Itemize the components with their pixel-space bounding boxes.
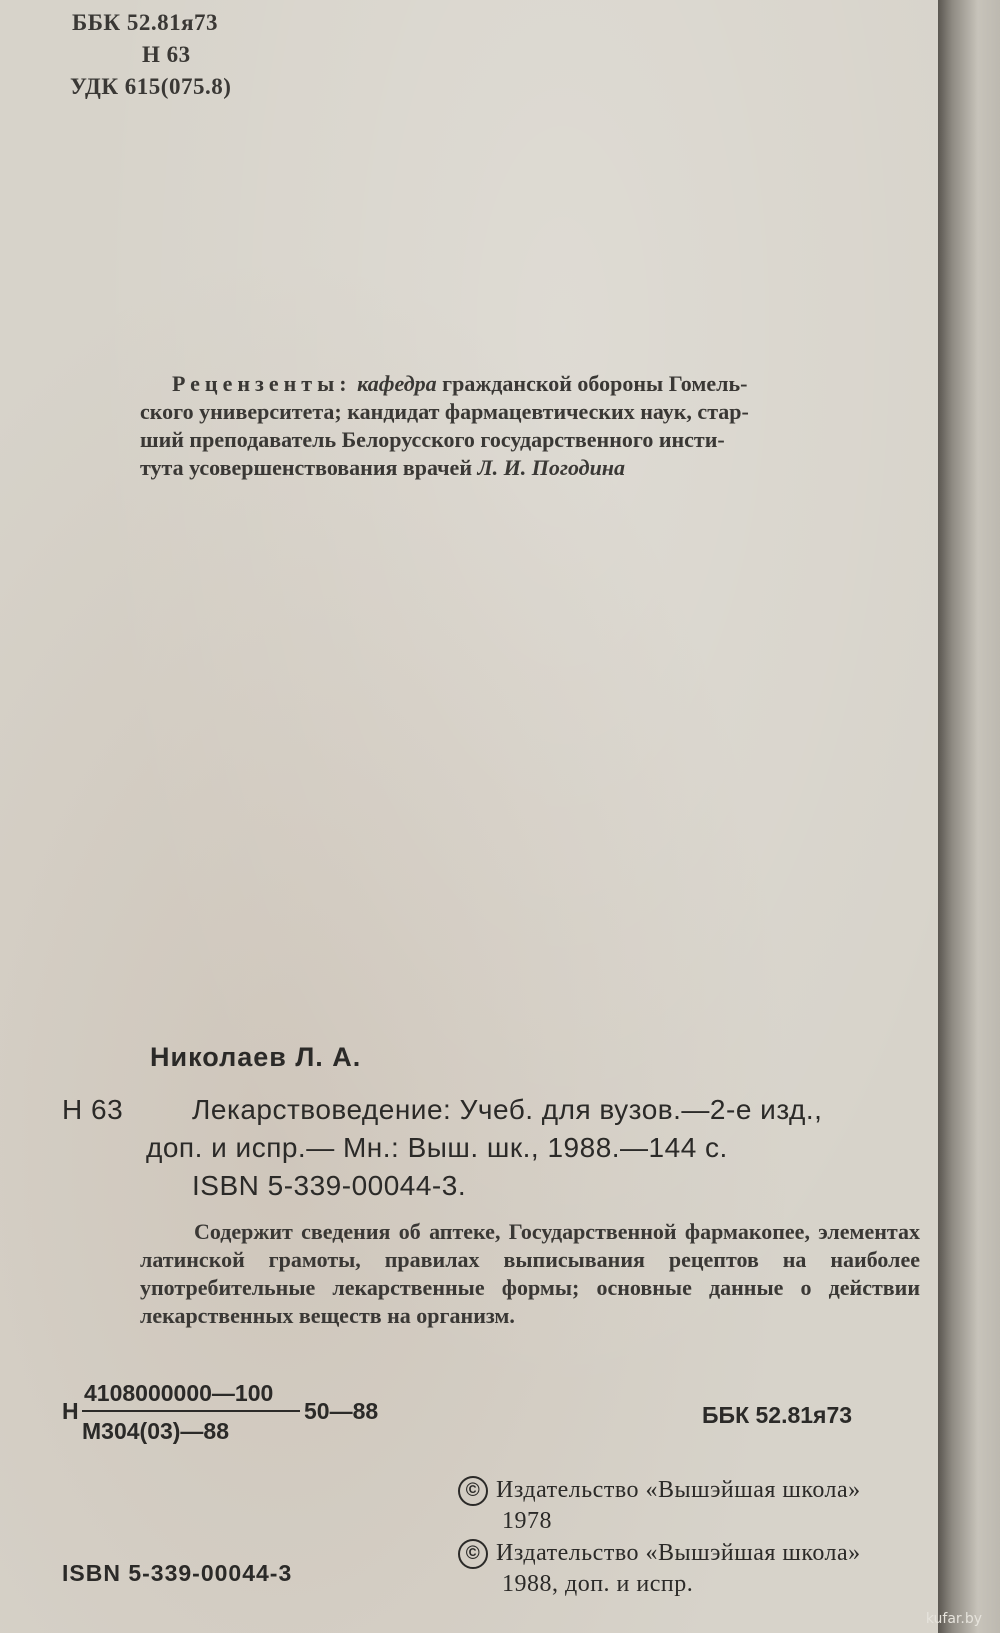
entry-isbn: ISBN 5-339-00044-3. <box>192 1170 467 1201</box>
index-bbk: ББК 52.81я73 <box>702 1402 853 1428</box>
bbk-code-top: ББК 52.81я73 <box>72 10 219 35</box>
book-spine <box>938 0 1000 1633</box>
reviewers-block <box>140 370 880 482</box>
index-numerator: 4108000000—100 <box>84 1380 274 1406</box>
index-prefix: Н <box>62 1398 79 1424</box>
copyright-2 <box>458 1538 861 1599</box>
index-suffix: 50—88 <box>304 1398 379 1424</box>
annotation-text: Содержит сведения об аптеке, Государственной фармакопее, элементах латинской грамоты, правилах выписывания рецептов на наиболее употребительные лекарственные формы; основные данные о действии лекарственных веществ на организм. <box>140 1219 920 1328</box>
reviewers-line-4 <box>140 454 880 482</box>
index-fraction-line <box>82 1410 300 1412</box>
entry-title-line-2: доп. и испр.— Мн.: Выш. шк., 1988.—144 с. <box>146 1132 728 1163</box>
watermark: kufar.by <box>925 1611 982 1627</box>
reviewers-line-1-rest: гражданской обороны Гомель- <box>442 371 748 396</box>
reviewers-line-4-start: тута усовершенствования врачей <box>140 455 472 480</box>
copyright-1-publisher: Издательство «Вышэйшая школа» <box>496 1477 861 1503</box>
copyright-1 <box>458 1475 861 1536</box>
index-denominator: М304(03)—88 <box>82 1418 230 1444</box>
udk-code: УДК 615(075.8) <box>70 74 232 99</box>
reviewers-line-2: ского университета; кандидат фармацевтических наук, стар- <box>140 399 749 424</box>
copyright-2-year: 1988, доп. и испр. <box>502 1571 694 1598</box>
footer-isbn: ISBN 5-339-00044-3 <box>62 1560 293 1586</box>
copyright-1-year: 1978 <box>502 1508 552 1535</box>
reviewers-line-3: ший преподаватель Белорусского государственного инсти- <box>140 427 725 452</box>
copyright-2-publisher: Издательство «Вышэйшая школа» <box>496 1540 861 1566</box>
reviewer-name: Л. И. Погодина <box>477 455 626 480</box>
entry-code: Н 63 <box>62 1094 124 1125</box>
entry-title-line-1: Лекарствоведение: Учеб. для вузов.—2-е изд., <box>192 1094 823 1125</box>
copyright-symbol-icon: © <box>458 1476 488 1506</box>
reviewers-line-1 <box>140 370 880 398</box>
copyright-symbol-icon: © <box>458 1539 488 1569</box>
reviewers-label: Рецензенты: <box>172 371 352 396</box>
author-mark-top: Н 63 <box>142 42 191 67</box>
entry-author: Николаев Л. А. <box>150 1042 362 1072</box>
reviewers-kafedra: кафедра <box>357 371 437 396</box>
